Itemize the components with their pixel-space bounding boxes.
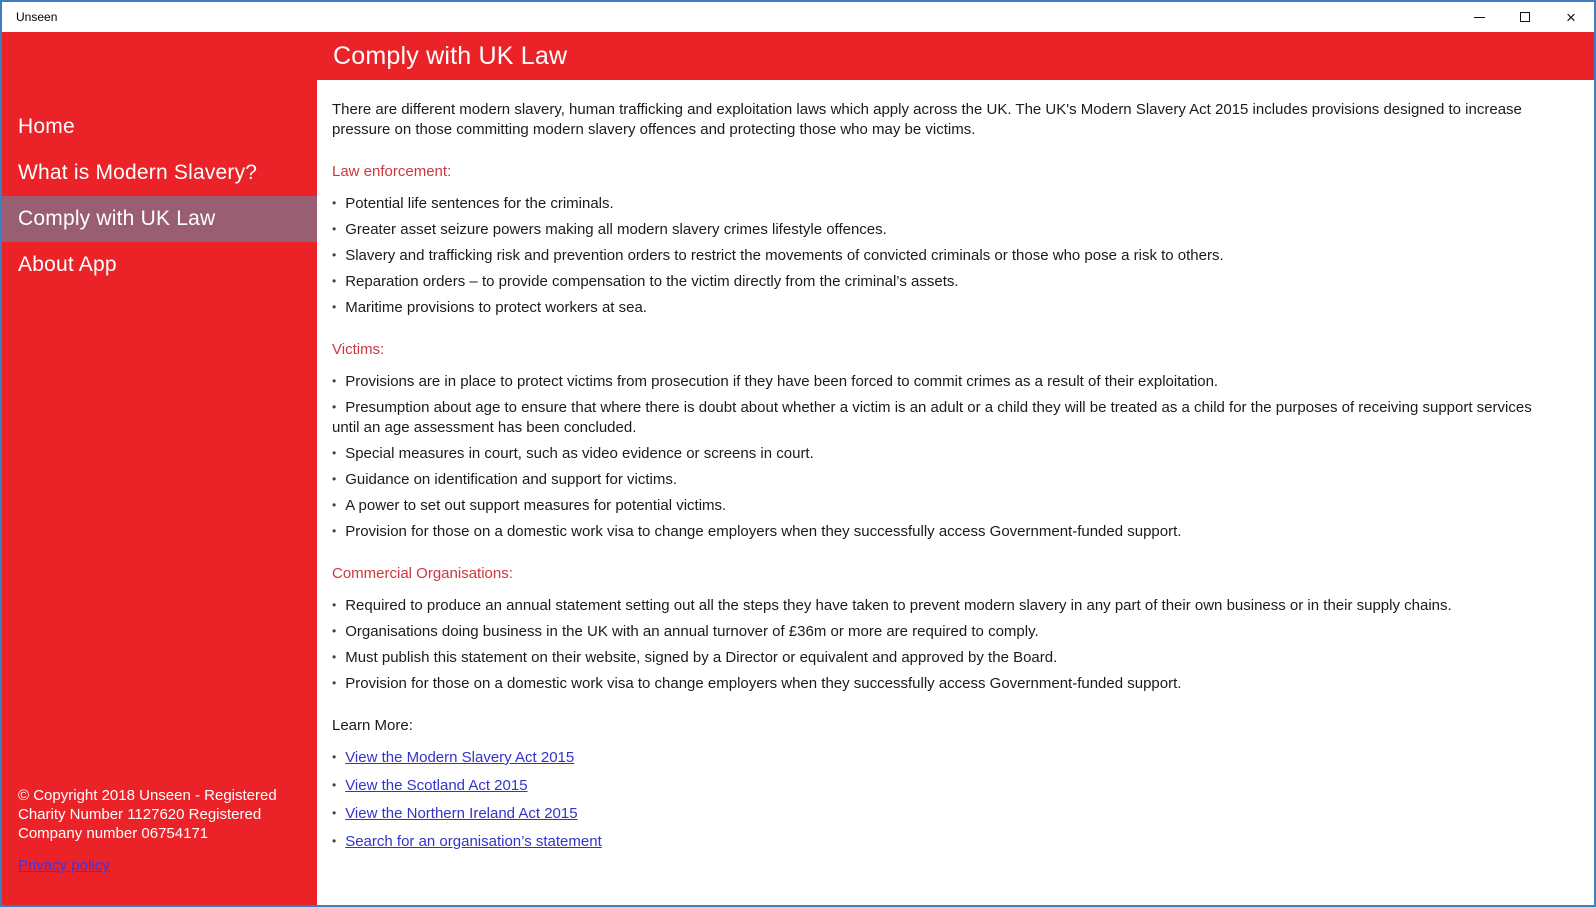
sidebar-nav <box>2 104 317 288</box>
link-scotland-act[interactable]: View the Scotland Act 2015 <box>345 777 528 794</box>
list-item: • Guidance on identification and support for victims. <box>332 470 1548 490</box>
link-list <box>332 748 1548 852</box>
page-header <box>317 32 1594 80</box>
section-commercial-organisations <box>332 564 1548 694</box>
list-item: • Slavery and trafficking risk and prevention orders to restrict the movements of convicted criminals or those who pose a risk to others. <box>332 246 1548 266</box>
sidebar-item-about-app[interactable] <box>2 242 317 288</box>
list-item <box>332 776 1548 796</box>
bullet-list <box>332 194 1548 318</box>
app-area <box>2 32 1594 905</box>
sidebar-item-comply-with-uk-law[interactable] <box>2 196 317 242</box>
list-item: • Maritime provisions to protect workers at sea. <box>332 298 1548 318</box>
list-item: • Special measures in court, such as video evidence or screens in court. <box>332 444 1548 464</box>
window-title: Unseen <box>16 10 58 24</box>
section-heading: Commercial Organisations: <box>332 565 513 582</box>
list-item: • Organisations doing business in the UK with an annual turnover of £36m or more are required to comply. <box>332 622 1548 642</box>
maximize-button[interactable] <box>1502 2 1548 32</box>
page-body <box>317 80 1594 905</box>
bullet-list <box>332 596 1548 694</box>
list-item: • A power to set out support measures for potential victims. <box>332 496 1548 516</box>
link-modern-slavery-act[interactable]: View the Modern Slavery Act 2015 <box>345 749 575 766</box>
list-item: • Presumption about age to ensure that where there is doubt about whether a victim is an adult or a child they will be treated as a child for the purposes of receiving support services until an age assessment has been concluded. <box>332 398 1548 438</box>
list-item <box>332 832 1548 852</box>
learn-more-heading: Learn More: <box>332 717 413 734</box>
list-item: • Reparation orders – to provide compensation to the victim directly from the criminal’s assets. <box>332 272 1548 292</box>
close-button[interactable] <box>1548 2 1594 32</box>
list-item: • Greater asset seizure powers making all modern slavery crimes lifestyle offences. <box>332 220 1548 240</box>
sidebar-item-label: Comply with UK Law <box>18 207 216 230</box>
link-search-organisation-statement[interactable]: Search for an organisation’s statement <box>345 833 602 850</box>
sidebar-item-label: What is Modern Slavery? <box>18 161 258 184</box>
sidebar-item-label: Home <box>18 115 75 138</box>
privacy-policy-link[interactable]: Privacy policy <box>18 857 110 874</box>
list-item: • Potential life sentences for the criminals. <box>332 194 1548 214</box>
sidebar <box>2 32 317 905</box>
maximize-icon <box>1520 12 1530 22</box>
link-northern-ireland-act[interactable]: View the Northern Ireland Act 2015 <box>345 805 578 822</box>
close-icon: × <box>1566 7 1576 27</box>
section-learn-more <box>332 716 1548 852</box>
sidebar-item-what-is-modern-slavery[interactable] <box>2 150 317 196</box>
copyright-text: © Copyright 2018 Unseen - Registered Charity Number 1127620 Registered Company number 06754171 <box>18 787 277 842</box>
bullet-list <box>332 372 1548 542</box>
list-item: • Provision for those on a domestic work visa to change employers when they successfully access Government-funded support. <box>332 674 1548 694</box>
sidebar-item-label: About App <box>18 253 117 276</box>
minimize-icon <box>1474 17 1485 18</box>
sidebar-footer <box>2 786 317 905</box>
title-bar <box>2 2 1594 32</box>
list-item <box>332 748 1548 768</box>
main-content <box>317 32 1594 905</box>
section-heading: Law enforcement: <box>332 163 452 180</box>
sidebar-item-home[interactable] <box>2 104 317 150</box>
section-heading: Victims: <box>332 341 385 358</box>
list-item: • Must publish this statement on their website, signed by a Director or equivalent and approved by the Board. <box>332 648 1548 668</box>
list-item: • Required to produce an annual statement setting out all the steps they have taken to prevent modern slavery in any part of their own business or in their supply chains. <box>332 596 1548 616</box>
window-controls <box>1456 2 1594 32</box>
list-item: • Provision for those on a domestic work visa to change employers when they successfully access Government-funded support. <box>332 522 1548 542</box>
list-item: • Provisions are in place to protect victims from prosecution if they have been forced to commit crimes as a result of their exploitation. <box>332 372 1548 392</box>
intro-paragraph: There are different modern slavery, human trafficking and exploitation laws which apply across the UK. The UK's Modern Slavery Act 2015 includes provisions designed to increase pressure on those committing modern slavery offences and protecting those who may be victims. <box>332 101 1522 138</box>
list-item <box>332 804 1548 824</box>
minimize-button[interactable] <box>1456 2 1502 32</box>
section-victims <box>332 340 1548 542</box>
page-title: Comply with UK Law <box>333 41 568 70</box>
section-law-enforcement <box>332 162 1548 318</box>
